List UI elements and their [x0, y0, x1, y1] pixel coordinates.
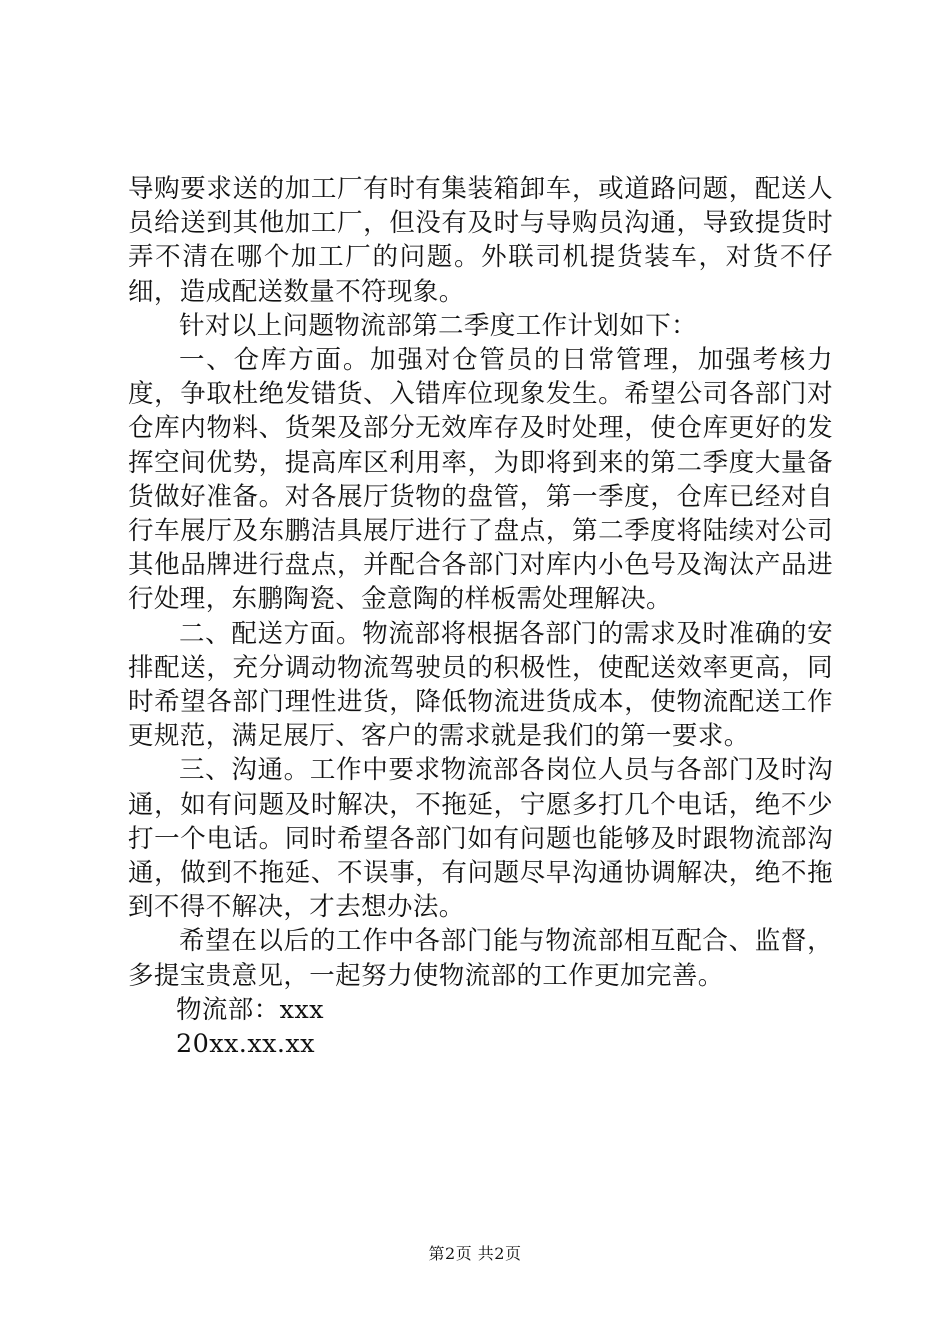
signature-line: 物流部：xxx [176, 994, 324, 1025]
paragraph-plan-intro: 针对以上问题物流部第二季度工作计划如下： [179, 310, 698, 341]
paragraph-delivery: 二、配送方面。物流部将根据各部门的需求及时准确的安排配送，充分调动物流驾驶员的积极性，使配送效率更高，同时希望各部门理性进货，降低物流进货成本，使物流配送工作更规范，满足展厅、客户的需求就是我们的第一要求。 [128, 618, 833, 752]
page-footer: 第2页 共2页 [428, 1244, 522, 1263]
paragraph-warehouse: 一、仓库方面。加强对仓管员的日常管理，加强考核力度，争取杜绝发错货、入错库位现象发生。希望公司各部门对仓库内物料、货架及部分无效库存及时处理，使仓库更好的发挥空间优势，提高库区利用率，为即将到来的第二季度大量备货做好准备。对各展厅货物的盘管，第一季度，仓库已经对自行车展厅及东鹏洁具展厅进行了盘点，第二季度将陆续对公司其他品牌进行盘点，并配合各部门对库内小色号及淘汰产品进行处理，东鹏陶瓷、金意陶的样板需处理解决。 [128, 345, 833, 615]
paragraph-continuation: 导购要求送的加工厂有时有集装箱卸车，或道路问题，配送人员给送到其他加工厂，但没有及时与导购员沟通，导致提货时弄不清在哪个加工厂的问题。外联司机提货装车，对货不仔细，造成配送数量不符现象。 [128, 174, 833, 307]
date-line: 20xx.xx.xx [176, 1029, 315, 1060]
document-body [128, 172, 833, 1061]
paragraph-communication: 三、沟通。工作中要求物流部各岗位人员与各部门及时沟通，如有问题及时解决，不拖延，宁愿多打几个电话，绝不少打一个电话。同时希望各部门如有问题也能够及时跟物流部沟通，做到不拖延、不误事，有问题尽早沟通协调解决，绝不拖到不得不解决，才去想办法。 [128, 755, 833, 923]
paragraph-closing: 希望在以后的工作中各部门能与物流部相互配合、监督，多提宝贵意见，一起努力使物流部的工作更加完善。 [128, 926, 833, 991]
